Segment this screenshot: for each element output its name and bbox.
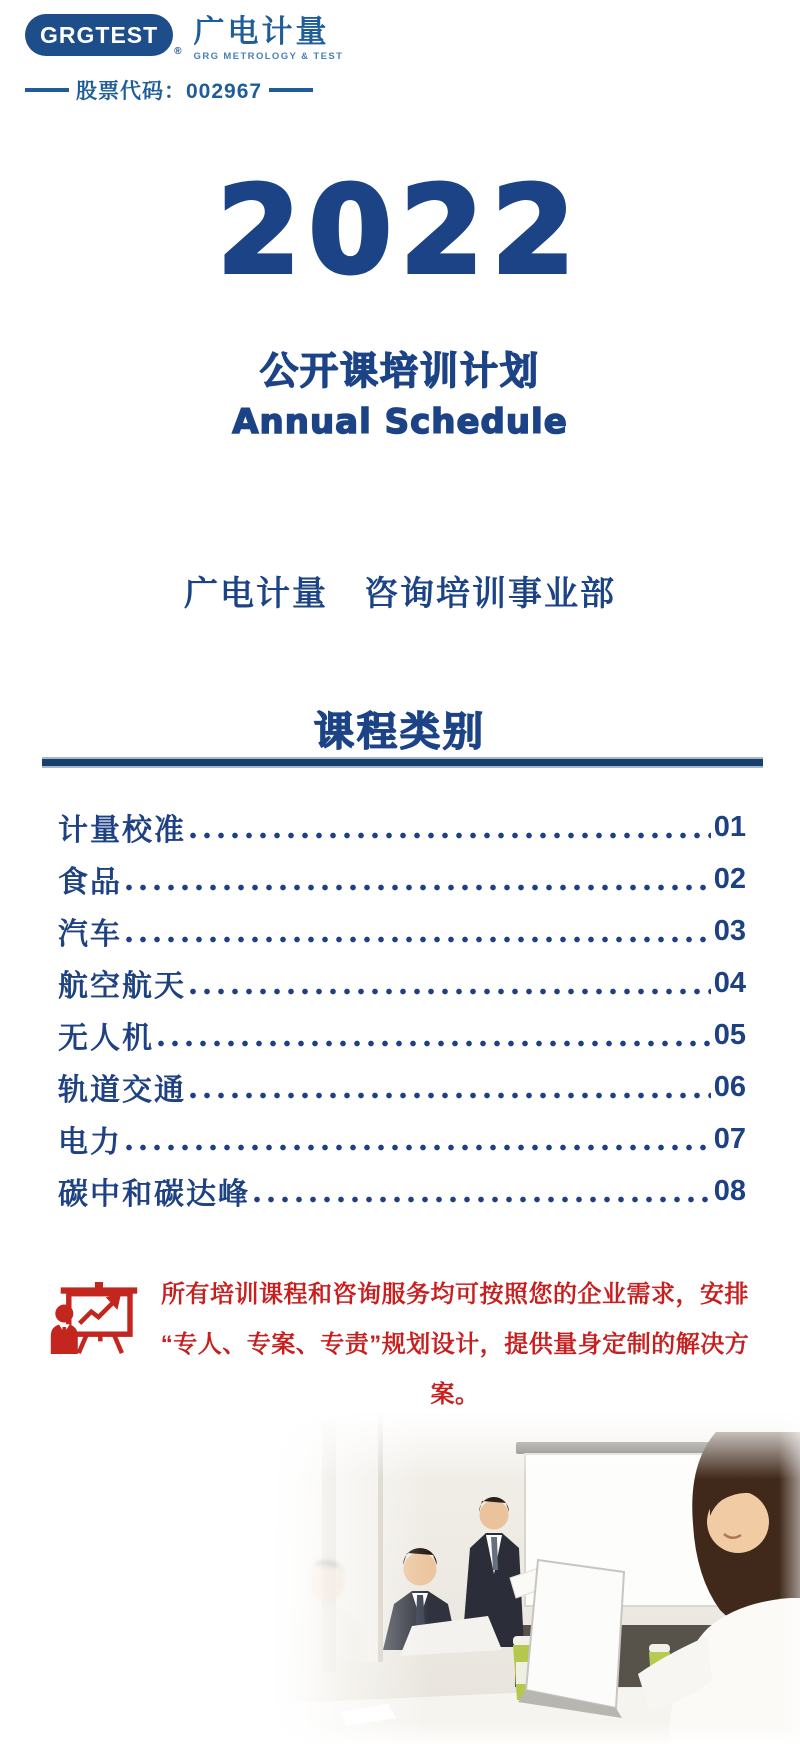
toc-item-label: 食品 (58, 865, 122, 900)
presentation-chart-icon (48, 1282, 140, 1354)
dot-leader (157, 1039, 711, 1048)
toc-item-automotive[interactable] (58, 905, 746, 957)
toc-page-number: 02 (713, 862, 746, 895)
year-title: 2022 (217, 162, 583, 301)
plan-title-en: Annual Schedule (232, 402, 568, 442)
dot-leader (253, 1195, 711, 1204)
toc-item-food[interactable] (58, 853, 746, 905)
toc-page-number: 08 (713, 1174, 746, 1207)
brand-name-en: GRG METROLOGY & TEST (193, 50, 344, 62)
divider-rule (42, 757, 763, 768)
notice-text (150, 1270, 760, 1420)
stock-code-row (25, 75, 343, 105)
brand-names (194, 14, 344, 62)
notice-line-2: “专人、专案、专责”规划设计，提供量身定制的解决方案。 (160, 1331, 750, 1408)
toc-item-uav[interactable] (58, 1009, 746, 1061)
left-dash-line (25, 88, 69, 92)
toc-heading: 课程类别 (314, 710, 486, 754)
toc-page-number: 04 (713, 966, 746, 999)
toc-page-number: 05 (713, 1018, 746, 1051)
brand-header (25, 14, 343, 105)
dot-leader (189, 987, 711, 996)
grgtest-logo (25, 14, 173, 56)
toc-item-aerospace[interactable] (58, 957, 746, 1009)
brand-name-cn: 广电计量 (193, 14, 330, 49)
custom-training-notice (48, 1270, 760, 1420)
toc-item-label: 碳中和碳达峰 (58, 1177, 250, 1212)
toc-item-label: 汽车 (58, 917, 122, 952)
toc-item-electric-power[interactable] (58, 1113, 746, 1165)
toc-page-number: 01 (713, 810, 746, 843)
toc-list (58, 801, 746, 1217)
toc-page-number: 03 (713, 914, 746, 947)
toc-item-label: 计量校准 (58, 813, 186, 848)
toc-item-label: 电力 (58, 1125, 122, 1160)
business-training-meeting-photo (270, 1412, 800, 1747)
dot-leader (189, 831, 711, 840)
toc-item-label: 航空航天 (58, 969, 186, 1004)
toc-page-number: 06 (713, 1070, 746, 1103)
notice-line-1: 所有培训课程和咨询服务均可按照您的企业需求，安排 (161, 1281, 749, 1308)
dot-leader (189, 1091, 711, 1100)
logo-row (25, 14, 343, 62)
dot-leader (125, 1143, 711, 1152)
toc-page-number: 07 (713, 1122, 746, 1155)
logo-text: GRGTEST (40, 21, 159, 48)
toc-item-label: 无人机 (58, 1021, 154, 1056)
right-dash-line (269, 88, 313, 92)
screen-rail (516, 1442, 730, 1454)
stock-code-label: 股票代码：002967 (76, 79, 263, 103)
dot-leader (125, 935, 711, 944)
plan-title-cn: 公开课培训计划 (259, 351, 540, 393)
toc-item-label: 轨道交通 (58, 1073, 186, 1108)
registered-trademark-icon: ® (174, 46, 182, 57)
dot-leader (125, 883, 711, 892)
department-title: 广电计量 咨询培训事业部 (184, 574, 616, 614)
toc-item-metrology[interactable] (58, 801, 746, 853)
toc-item-rail-transit[interactable] (58, 1061, 746, 1113)
toc-item-carbon-neutrality[interactable] (58, 1165, 746, 1217)
